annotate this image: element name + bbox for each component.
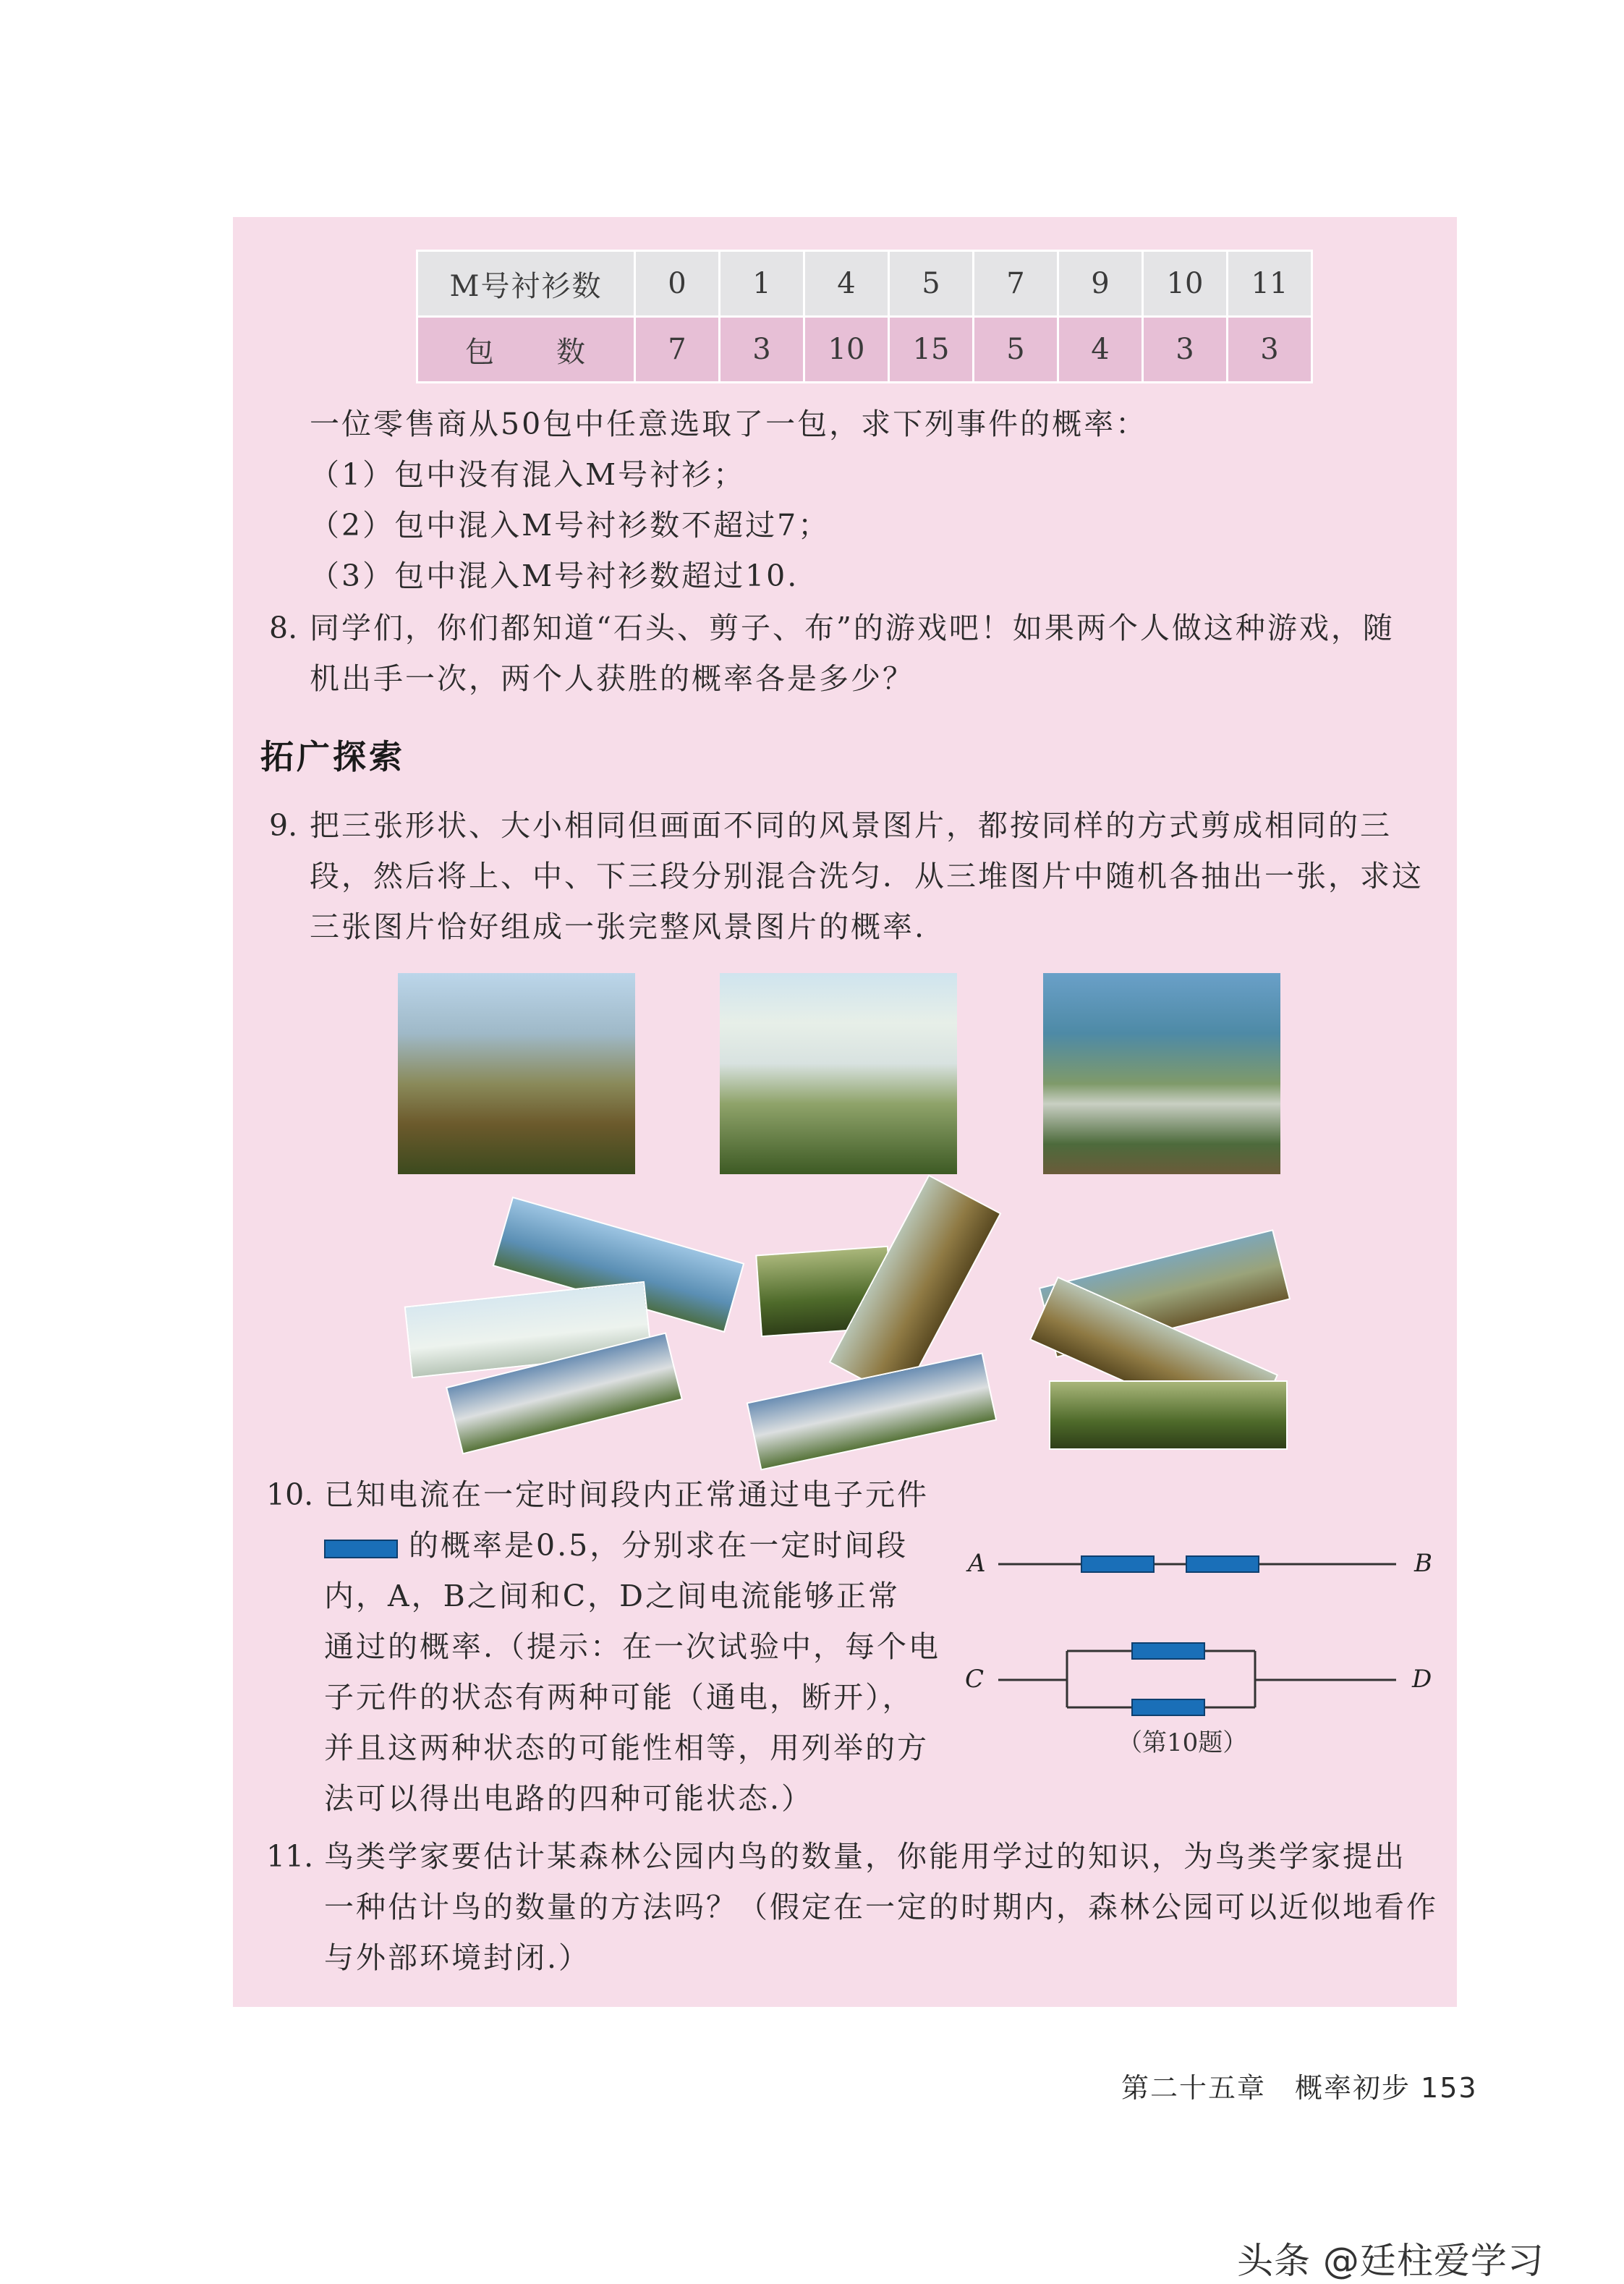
label-d: D <box>1412 1665 1432 1694</box>
table-cell: 3 <box>720 317 804 383</box>
shirt-table <box>416 250 1313 383</box>
table-cell: 7 <box>635 317 720 383</box>
section-heading: 拓广探索 <box>260 737 405 776</box>
q11-line3: 与外部环境封闭.） <box>324 1940 591 1975</box>
q10-line3: 内，A，B之间和C，D之间电流能够正常 <box>324 1579 900 1613</box>
watermark: 头条 @廷柱爱学习 <box>1237 2240 1544 2282</box>
table-cell: 5 <box>974 317 1058 383</box>
circuit-element <box>1132 1699 1204 1715</box>
table-cell: 11 <box>1228 251 1312 317</box>
q9-line1: 把三张形状、大小相同但画面不同的风景图片，都按同样的方式剪成相同的三 <box>310 808 1392 843</box>
q7-part1: （1）包中没有混入M号衬衫； <box>310 457 746 492</box>
circuit-element <box>1186 1556 1259 1572</box>
figure-caption: （第10题） <box>1118 1728 1248 1757</box>
q10-line4: 通过的概率.（提示：在一次试验中，每个电 <box>324 1629 941 1664</box>
label-b: B <box>1414 1549 1432 1578</box>
circuit-element <box>1132 1643 1204 1659</box>
q10-line5: 子元件的状态有两种可能（通电，断开）， <box>324 1680 914 1715</box>
q9-line3: 三张图片恰好组成一张完整风景图片的概率. <box>310 909 927 944</box>
table-cell: 5 <box>889 251 974 317</box>
page-footer <box>1121 2066 1478 2105</box>
q10-line6: 并且这两种状态的可能性相等，用列举的方 <box>324 1731 929 1765</box>
table-cell: 4 <box>804 251 889 317</box>
landscape-photo-lake <box>720 973 957 1174</box>
circuit-element <box>1081 1556 1154 1572</box>
q10-line1: 已知电流在一定时间段内正常通过电子元件 <box>324 1477 929 1512</box>
q9-number: 9. <box>269 808 298 843</box>
table-cell: 9 <box>1058 251 1143 317</box>
table-cell: 1 <box>720 251 804 317</box>
table-cell: 15 <box>889 317 974 383</box>
q10-number: 10. <box>266 1477 314 1512</box>
q8-line1: 同学们，你们都知道“石头、剪子、布”的游戏吧！如果两个人做这种游戏，随 <box>310 611 1395 645</box>
circuit-diagram <box>955 1534 1447 1773</box>
page-number: 153 <box>1421 2072 1478 2104</box>
picture-strip <box>1050 1382 1286 1448</box>
table-cell: 3 <box>1228 317 1312 383</box>
q8-line2: 机出手一次，两个人获胜的概率各是多少？ <box>310 661 914 696</box>
q11-line1: 鸟类学家要估计某森林公园内鸟的数量，你能用学过的知识，为鸟类学家提出 <box>324 1839 1406 1874</box>
q10-line7: 法可以得出电路的四种可能状态.） <box>324 1781 814 1816</box>
q11-line2: 一种估计鸟的数量的方法吗？（假定在一定的时期内，森林公园可以近似地看作 <box>324 1890 1438 1924</box>
table-row <box>417 317 1312 383</box>
q10-line2: 的概率是0.5，分别求在一定时间段 <box>409 1528 909 1563</box>
table-header-cell: 包 数 <box>417 317 635 383</box>
table-cell: 4 <box>1058 317 1143 383</box>
landscape-photo-mountain <box>398 973 635 1174</box>
electronic-element-icon <box>324 1540 398 1558</box>
label-a: A <box>968 1549 986 1578</box>
landscape-photo-waterfall <box>1043 973 1280 1174</box>
q11-number: 11. <box>266 1839 314 1874</box>
table-cell: 7 <box>974 251 1058 317</box>
table-cell: 10 <box>804 317 889 383</box>
q7-part3: （3）包中混入M号衬衫数超过10. <box>310 559 799 593</box>
chapter-title: 第二十五章 概率初步 <box>1121 2072 1411 2104</box>
q7-intro: 一位零售商从50包中任意选取了一包，求下列事件的概率： <box>310 407 1148 441</box>
q8-number: 8. <box>269 611 298 645</box>
label-c: C <box>965 1665 985 1694</box>
table-cell: 0 <box>635 251 720 317</box>
table-header-cell: M号衬衫数 <box>417 251 635 317</box>
q7-part2: （2）包中混入M号衬衫数不超过7； <box>310 508 830 543</box>
table-cell: 10 <box>1143 251 1228 317</box>
table-cell: 3 <box>1143 317 1228 383</box>
q9-line2: 段，然后将上、中、下三段分别混合洗匀．从三堆图片中随机各抽出一张，求这 <box>310 859 1424 893</box>
table-row <box>417 251 1312 317</box>
